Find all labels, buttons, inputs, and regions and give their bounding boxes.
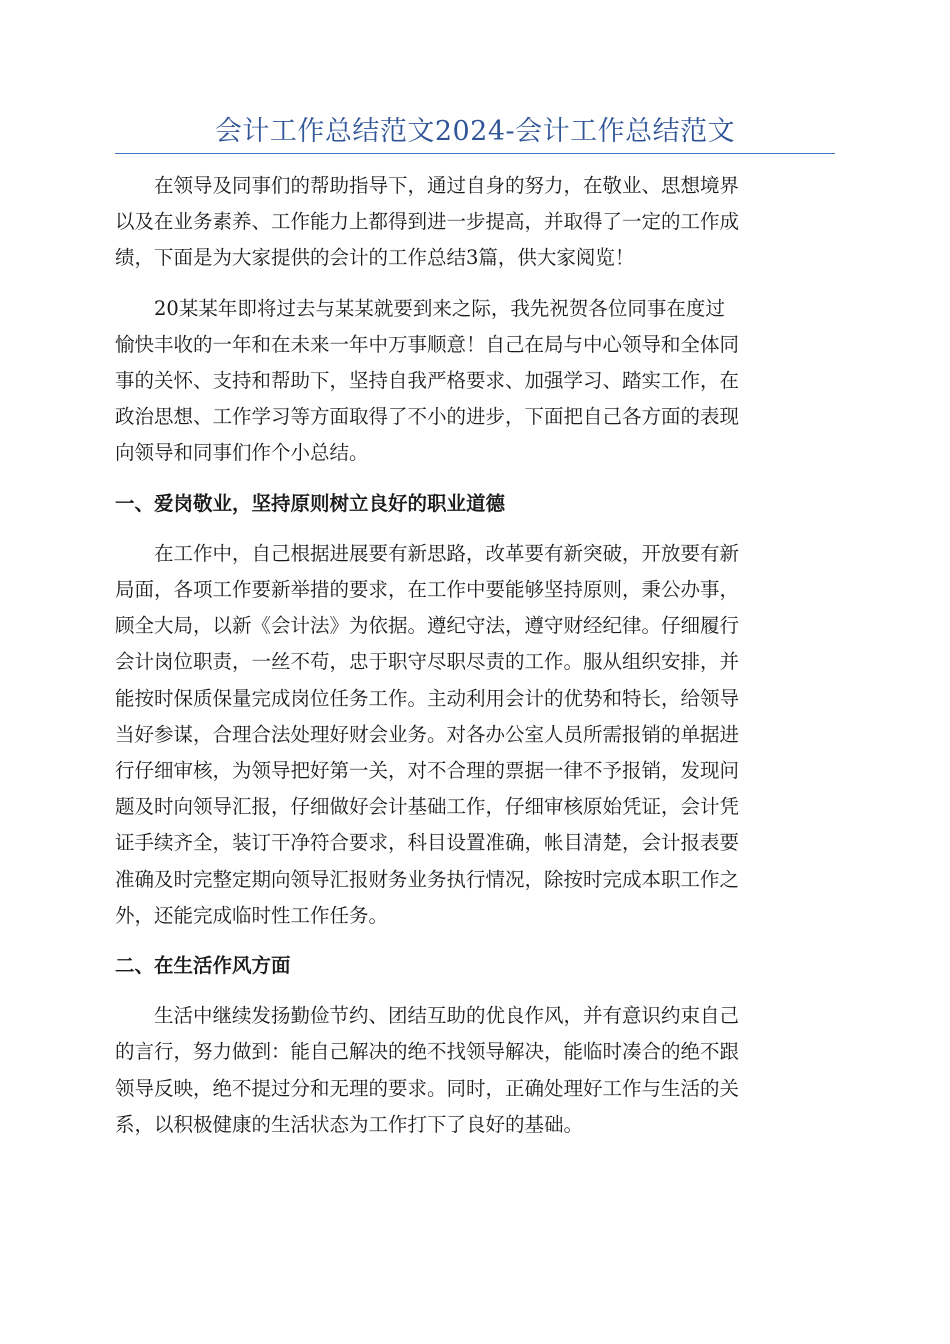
text-line: 领导反映，绝不提过分和无理的要求。同时，正确处理好工作与生活的关 [115, 1076, 740, 1100]
text-line: 系，以积极健康的生活状态为工作打下了良好的基础。 [115, 1112, 584, 1136]
text-line: 绩，下面是为大家提供的会计的工作总结3篇，供大家阅览！ [115, 246, 635, 270]
text-line: 题及时向领导汇报，仔细做好会计基础工作，仔细审核原始凭证，会计凭 [115, 795, 740, 819]
section-2-paragraph [115, 998, 835, 1143]
section-heading-2: 二、在生活作风方面 [115, 954, 291, 978]
title-underline [115, 153, 835, 154]
text-line: 事的关怀、支持和帮助下，坚持自我严格要求、加强学习、踏实工作，在 [115, 369, 740, 393]
section-heading-1: 一、爱岗敬业，坚持原则树立良好的职业道德 [115, 491, 506, 515]
text-line: 当好参谋，合理合法处理好财会业务。对各办公室人员所需报销的单据进 [115, 722, 740, 746]
text-line: 能按时保质保量完成岗位任务工作。主动利用会计的优势和特长，给领导 [115, 686, 740, 710]
text-line: 在领导及同事们的帮助指导下，通过自身的努力，在敬业、思想境界 [154, 174, 740, 197]
document-body [115, 168, 835, 1157]
text-line: 向领导和同事们作个小总结。 [115, 441, 369, 465]
text-line: 愉快丰收的一年和在未来一年中万事顺意！自己在局与中心领导和全体同 [115, 332, 740, 356]
text-line: 20某某年即将过去与某某就要到来之际，我先祝贺各位同事在度过 [154, 296, 725, 320]
text-line: 以及在业务素养、工作能力上都得到进一步提高，并取得了一定的工作成 [115, 210, 740, 234]
text-line: 局面，各项工作要新举措的要求，在工作中要能够坚持原则，秉公办事， [115, 578, 740, 602]
text-line: 在工作中，自己根据进展要有新思路，改革要有新突破，开放要有新 [154, 541, 740, 565]
text-line: 的言行，努力做到：能自己解决的绝不找领导解决，能临时凑合的绝不跟 [115, 1040, 740, 1064]
text-line: 准确及时完整定期向领导汇报财务业务执行情况，除按时完成本职工作之 [115, 867, 740, 891]
text-line: 生活中继续发扬勤俭节约、团结互助的优良作风，并有意识约束自己 [154, 1004, 740, 1028]
text-line: 会计岗位职责，一丝不苟，忠于职守尽职尽责的工作。服从组织安排，并 [115, 650, 740, 674]
text-line: 顾全大局，以新《会计法》为依据。遵纪守法，遵守财经纪律。仔细履行 [115, 614, 740, 638]
text-line: 证手续齐全，装订干净符合要求，科目设置准确，帐目清楚，会计报表要 [115, 831, 740, 855]
text-line: 行仔细审核，为领导把好第一关，对不合理的票据一律不予报销，发现问 [115, 759, 740, 783]
intro-paragraph [115, 168, 835, 277]
text-line: 外，还能完成临时性工作任务。 [115, 903, 389, 927]
summary-paragraph [115, 291, 835, 472]
document-title: 会计工作总结范文2024-会计工作总结范文 [214, 116, 736, 147]
section-1-paragraph [115, 536, 835, 934]
text-line: 政治思想、工作学习等方面取得了不小的进步，下面把自己各方面的表现 [115, 405, 740, 429]
